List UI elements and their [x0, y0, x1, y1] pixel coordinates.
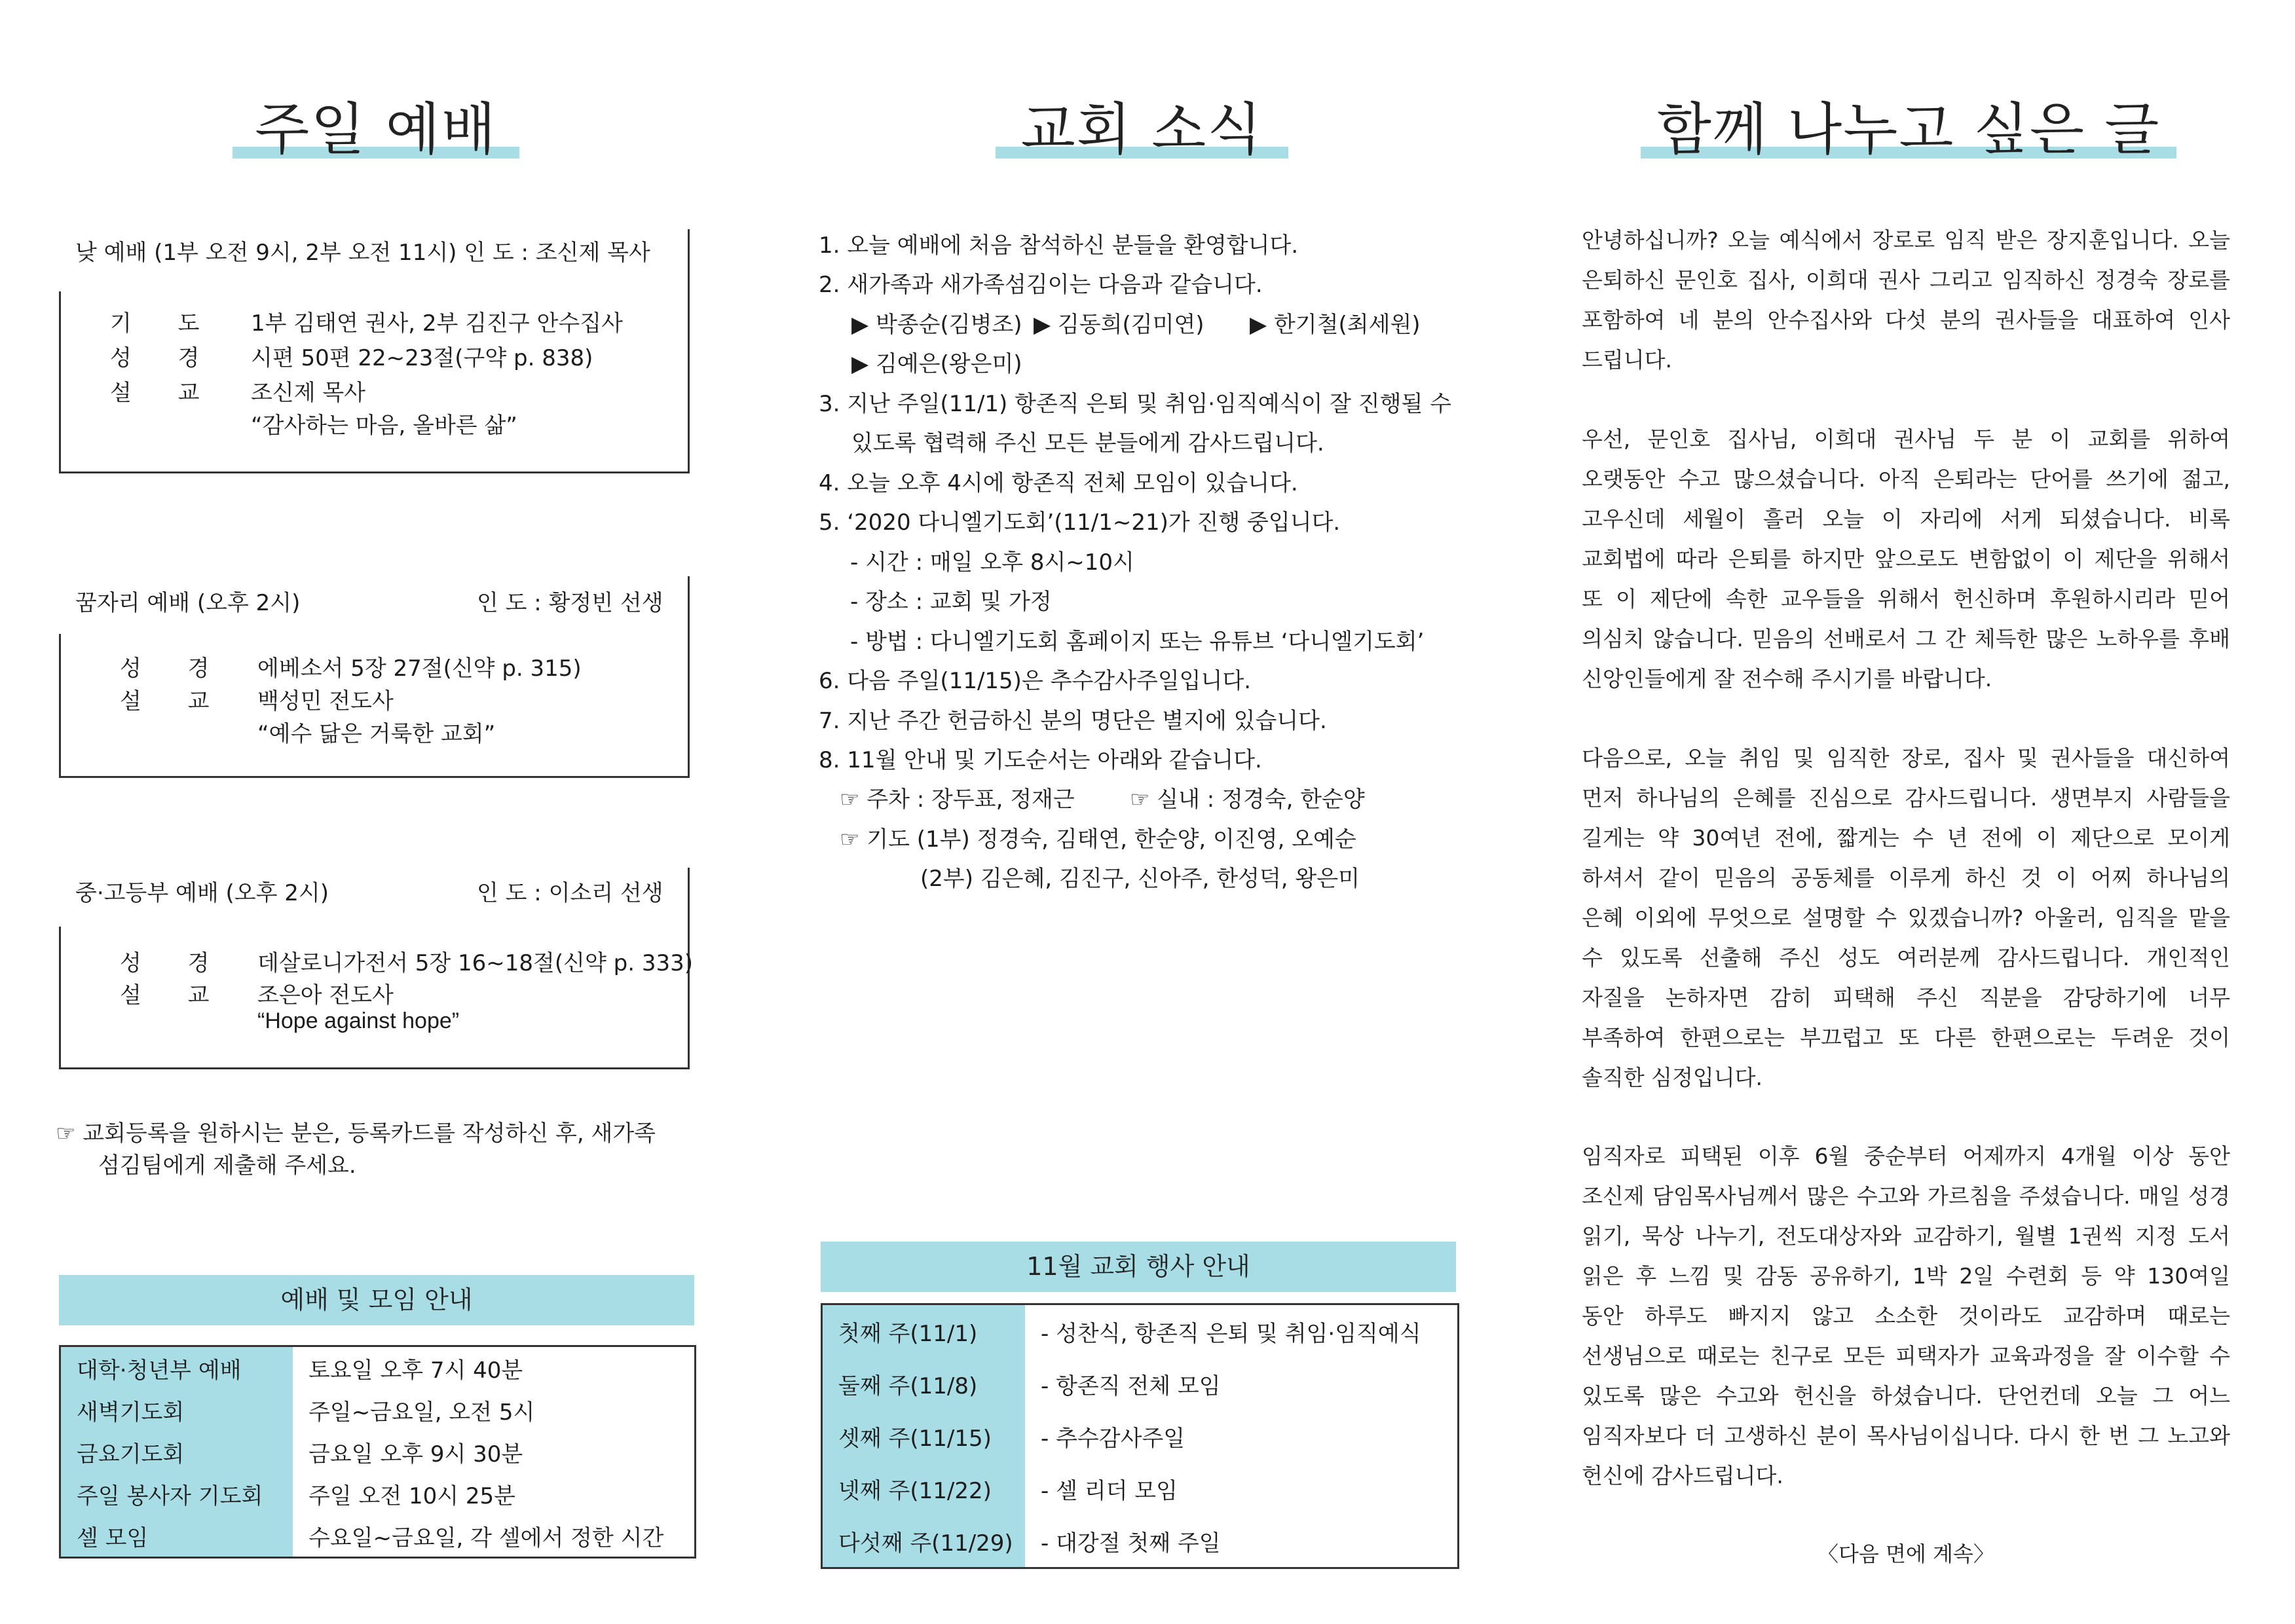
event-week: 첫째 주(11/1) — [822, 1304, 1026, 1358]
service1-value-sermon: 조신제 목사 — [251, 380, 366, 406]
essay-line: 또 이 제단에 속한 교우들을 위해서 헌신하며 후원하시리라 믿어 — [1582, 586, 2230, 612]
service2-value-sermon: 백성민 전도사 — [257, 688, 394, 714]
meeting-name: 금요기도회 — [60, 1431, 293, 1473]
service2-value-scripture: 에베소서 5장 27절(신약 p. 315) — [257, 655, 582, 682]
events-banner: 11월 교회 행사 안내 — [821, 1242, 1456, 1292]
indoor-duty: ☞ 실내 : 정경숙, 한순양 — [1130, 786, 1365, 813]
table-row — [60, 1389, 696, 1431]
events-table — [821, 1303, 1459, 1569]
essay-line: 부족하여 한편으로는 부끄럽고 또 다른 한편으로는 두려운 것이 — [1582, 1025, 2230, 1050]
essay-line: 임직자보다 더 고생하신 분이 목사님이십니다. 다시 한 번 그 노고와 — [1582, 1423, 2230, 1449]
event-desc: - 항존직 전체 모임 — [1041, 1373, 1221, 1399]
service2-label-scripture: 성 경 — [120, 655, 229, 682]
meeting-time: 수요일~금요일, 각 셀에서 정한 시간 — [308, 1524, 664, 1551]
table-row — [822, 1515, 1459, 1568]
table-row — [822, 1462, 1459, 1515]
event-desc: - 대강절 첫째 주일 — [1041, 1530, 1221, 1557]
service3-value-scripture: 데살로니가전서 5장 16~18절(신약 p. 333) — [257, 950, 693, 976]
service3-value-sermon: 조은아 전도사 — [257, 982, 394, 1008]
prayer-order-2: (2부) 김은혜, 김진구, 신아주, 한성덕, 왕은미 — [920, 866, 1360, 892]
service1-label-prayer: 기 도 — [110, 310, 219, 337]
event-desc: - 성찬식, 항존직 은퇴 및 취임·임직예식 — [1041, 1320, 1421, 1347]
essay-line: 읽기, 묵상 나누기, 전도대상자와 교감하기, 월별 1권씩 지정 도서 — [1582, 1223, 2230, 1249]
service-box-3-left-border — [59, 927, 61, 1069]
table-row — [60, 1346, 696, 1390]
meeting-name: 셀 모임 — [60, 1515, 293, 1558]
essay-line: 고우신데 세월이 흘러 오늘 이 자리에 서게 되셨습니다. 비록 — [1582, 506, 2230, 532]
service3-label-sermon: 설 교 — [120, 982, 229, 1008]
meetings-banner: 예배 및 모임 안내 — [59, 1275, 694, 1325]
meeting-time: 금요일 오후 9시 30분 — [308, 1441, 523, 1467]
service2-leader: 인 도 : 황정빈 선생 — [477, 590, 663, 616]
essay-line: 드립니다. — [1582, 347, 1673, 373]
meeting-time: 주일~금요일, 오전 5시 — [308, 1399, 535, 1426]
service2-label-sermon: 설 교 — [120, 688, 229, 714]
news-item-5: 5. ‘2020 다니엘기도회’(11/1~21)가 진행 중입니다. — [819, 509, 1341, 536]
service1-value-scripture: 시편 50편 22~23절(구약 p. 838) — [251, 345, 593, 371]
parking-duty: ☞ 주차 : 장두표, 정재근 — [840, 786, 1075, 813]
event-week: 다섯째 주(11/29) — [822, 1515, 1026, 1568]
event-desc: - 추수감사주일 — [1041, 1425, 1185, 1452]
event-week: 넷째 주(11/22) — [822, 1462, 1026, 1515]
event-week: 셋째 주(11/15) — [822, 1410, 1026, 1462]
table-row — [60, 1515, 696, 1558]
essay-paragraph-4 — [1582, 1136, 2230, 1496]
essay-paragraph-3 — [1582, 738, 2230, 1098]
worship-title: 주일 예배 — [255, 97, 497, 162]
table-row — [60, 1431, 696, 1473]
news-item-5-method: - 방법 : 다니엘기도회 홈페이지 또는 유튜브 ‘다니엘기도회’ — [850, 629, 1425, 655]
essay-line: 솔직한 심정입니다. — [1582, 1065, 1763, 1090]
table-row — [822, 1410, 1459, 1462]
service-box-2-left-border — [59, 634, 61, 778]
news-item-3: 3. 지난 주일(11/1) 항존직 은퇴 및 취임·임직예식이 잘 진행될 수 — [819, 391, 1451, 417]
new-family-2: ▶ 김동희(김미연) — [1034, 312, 1204, 338]
essay-line: 동안 하루도 빠지지 않고 소소한 것이라도 교감하며 때로는 — [1582, 1303, 2230, 1329]
new-family-3: ▶ 한기철(최세원) — [1250, 312, 1421, 338]
meeting-name: 대학·청년부 예배 — [60, 1346, 293, 1390]
essay-line: 은혜 이외에 무엇으로 설명할 수 있겠습니까? 아울러, 임직을 맡을 — [1582, 905, 2230, 931]
essay-line: 우선, 문인호 집사님, 이희대 권사님 두 분 이 교회를 위하여 — [1582, 426, 2230, 452]
essay-line: 하셔서 같이 믿음의 공동체를 이루게 하신 것 이 어찌 하나님의 — [1582, 865, 2230, 891]
service1-value-prayer: 1부 김태연 권사, 2부 김진구 안수집사 — [251, 310, 623, 337]
essay-line: 먼저 하나님의 은혜를 진심으로 감사드립니다. 생면부지 사람들을 — [1582, 785, 2230, 811]
service2-sermon-title: “예수 닮은 거룩한 교회” — [257, 721, 496, 747]
essay-line: 헌신에 감사드립니다. — [1582, 1463, 1783, 1488]
essay-line: 포함하여 네 분의 안수집사와 다섯 분의 권사들을 대표하여 인사 — [1582, 307, 2230, 333]
essay-paragraph-2 — [1582, 419, 2230, 699]
news-item-3-cont: 있도록 협력해 주신 모든 분들에게 감사드립니다. — [851, 430, 1324, 456]
essay-line: 조신제 담임목사님께서 많은 수고와 가르침을 주셨습니다. 매일 성경 — [1582, 1183, 2230, 1209]
service3-header: 중·고등부 예배 (오후 2시) — [75, 880, 329, 906]
news-item-5-time: - 시간 : 매일 오후 8시~10시 — [850, 549, 1134, 576]
essay-line: 다음으로, 오늘 취임 및 임직한 장로, 집사 및 권사들을 대신하여 — [1582, 745, 2230, 771]
meeting-name: 주일 봉사자 기도회 — [60, 1473, 293, 1515]
news-item-5-place: - 장소 : 교회 및 가정 — [850, 589, 1052, 615]
essay-line: 임직자로 피택된 이후 6월 중순부터 어제까지 4개월 이상 동안 — [1582, 1143, 2230, 1169]
news-item-7: 7. 지난 주간 헌금하신 분의 명단은 별지에 있습니다. — [819, 708, 1327, 734]
table-row — [60, 1473, 696, 1515]
event-desc: - 셀 리더 모임 — [1041, 1477, 1178, 1504]
register-note-line2: 섬김팀에게 제출해 주세요. — [98, 1153, 356, 1179]
essay-line: 선생님으로 때로는 친구로 모든 피택자가 교육과정을 잘 이수할 수 — [1582, 1343, 2230, 1369]
essay-line: 있도록 많은 수고와 헌신을 하셨습니다. 단언컨데 오늘 그 어느 — [1582, 1383, 2230, 1409]
table-row — [822, 1357, 1459, 1410]
continued-note: 〈다음 면에 계속〉 — [1818, 1541, 1994, 1566]
essay-line: 자질을 논하자면 감히 피택해 주신 직분을 감당하기에 너무 — [1582, 985, 2230, 1010]
meetings-table — [59, 1345, 696, 1559]
service2-header: 꿈자리 예배 (오후 2시) — [75, 590, 301, 616]
new-family-1: ▶ 박종순(김병조) — [851, 312, 1022, 338]
essay-line: 신앙인들에게 잘 전수해 주시기를 바랍니다. — [1582, 666, 1992, 692]
news-item-8: 8. 11월 안내 및 기도순서는 아래와 같습니다. — [819, 747, 1262, 773]
essay-line: 은퇴하신 문인호 집사, 이희대 권사 그리고 임직하신 정경숙 장로를 — [1582, 267, 2230, 293]
news-item-6: 6. 다음 주일(11/15)은 추수감사주일입니다. — [819, 668, 1251, 694]
register-note-line1: ☞ 교회등록을 원하시는 분은, 등록카드를 작성하신 후, 새가족 — [56, 1120, 656, 1147]
service3-leader: 인 도 : 이소리 선생 — [477, 880, 663, 906]
meeting-name: 새벽기도회 — [60, 1389, 293, 1431]
prayer-order-1: ☞ 기도 (1부) 정경숙, 김태연, 한순양, 이진영, 오예순 — [840, 826, 1356, 853]
service1-label-sermon: 설 교 — [110, 380, 219, 406]
new-family-4: ▶ 김예은(왕은미) — [851, 351, 1022, 377]
news-item-4: 4. 오늘 오후 4시에 항존직 전체 모임이 있습니다. — [819, 470, 1298, 496]
essay-line: 읽은 후 느낌 및 감동 공유하기, 1박 2일 수련회 등 약 130여일 — [1582, 1263, 2230, 1289]
meeting-time: 주일 오전 10시 25분 — [308, 1483, 516, 1509]
service3-label-scripture: 성 경 — [120, 950, 229, 976]
essay-line: 길게는 약 30여년 전에, 짧게는 수 년 전에 이 제단으로 모이게 — [1582, 825, 2230, 851]
essay-line: 의심치 않습니다. 믿음의 선배로서 그 간 체득한 많은 노하우를 후배 — [1582, 626, 2230, 652]
service-box-1-left-border — [59, 291, 61, 473]
essay-line: 오랫동안 수고 많으셨습니다. 아직 은퇴라는 단어를 쓰기에 젊고, — [1582, 466, 2230, 492]
service1-sermon-title: “감사하는 마음, 올바른 삶” — [251, 413, 517, 439]
service1-header: 낮 예배 (1부 오전 9시, 2부 오전 11시) 인 도 : 조신제 목사 — [75, 240, 650, 266]
event-week: 둘째 주(11/8) — [822, 1357, 1026, 1410]
essay-title: 함께 나누고 싶은 글 — [1656, 97, 2161, 162]
news-item-1: 1. 오늘 예배에 처음 참석하신 분들을 환영합니다. — [819, 232, 1299, 259]
essay-line: 수 있도록 선출해 주신 성도 여러분께 감사드립니다. 개인적인 — [1582, 945, 2230, 970]
essay-line: 교회법에 따라 은퇴를 하지만 앞으로도 변함없이 이 제단을 위해서 — [1582, 546, 2230, 572]
service3-sermon-title: “Hope against hope” — [257, 1008, 460, 1033]
service1-label-scripture: 성 경 — [110, 345, 219, 371]
meeting-time: 토요일 오후 7시 40분 — [308, 1357, 523, 1384]
essay-line: 안녕하십니까? 오늘 예식에서 장로로 임직 받은 장지훈입니다. 오늘 — [1582, 227, 2230, 253]
table-row — [822, 1304, 1459, 1358]
news-item-2: 2. 새가족과 새가족섬김이는 다음과 같습니다. — [819, 272, 1263, 298]
news-title: 교회 소식 — [1020, 97, 1263, 162]
essay-paragraph-1 — [1582, 220, 2230, 380]
